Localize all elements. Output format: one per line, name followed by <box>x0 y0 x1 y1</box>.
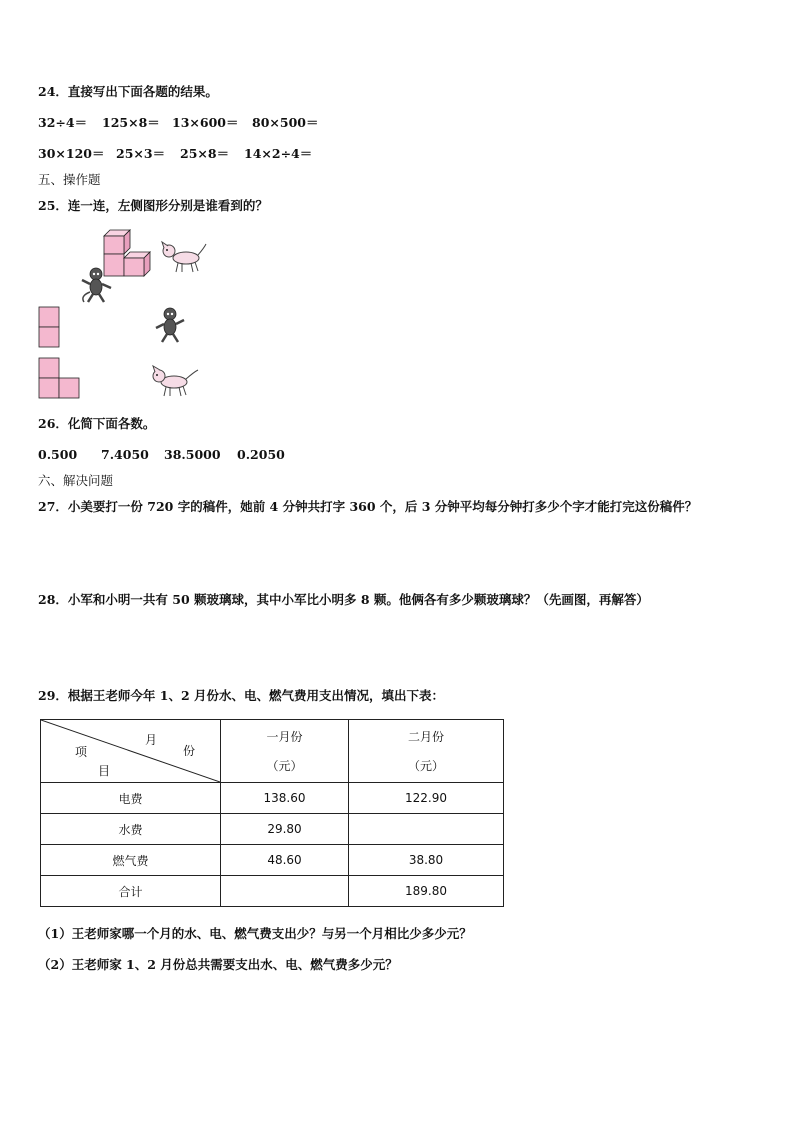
dog-icon <box>150 364 200 398</box>
q26-number: 38.5000 <box>164 447 221 462</box>
q29-sub2: （2）王老师家 1、2 月份总共需要支出水、电、燃气费多少元？ <box>38 957 398 972</box>
q26-numbers <box>38 447 285 463</box>
view-shape-2 <box>38 357 84 399</box>
q24-row1 <box>38 115 318 131</box>
header-feb-label: 二月份 <box>407 730 444 744</box>
q25-title: 25．连一连，左侧图形分别是谁看到的？ <box>38 198 268 213</box>
header-jan <box>221 720 349 783</box>
row-item: 合计 <box>41 876 221 907</box>
fee-table <box>40 719 504 907</box>
header-jan-label: 一月份 <box>266 730 303 744</box>
row-jan-value: 138.60 <box>221 783 349 814</box>
q26-number: 7.4050 <box>101 447 149 462</box>
q24-expr: 14×2÷4＝ <box>244 146 313 161</box>
q24-expr: 80×500＝ <box>252 115 319 130</box>
row-item: 水费 <box>41 814 221 845</box>
row-feb-value <box>349 814 504 845</box>
q24-expr: 25×8＝ <box>180 146 230 161</box>
section5-heading: 五、操作题 <box>38 172 101 187</box>
header-feb <box>349 720 504 783</box>
row-jan-value: 48.60 <box>221 845 349 876</box>
table-row <box>41 876 504 907</box>
q24-row2 <box>38 146 312 162</box>
row-jan-value <box>221 876 349 907</box>
header-feb-unit: （元） <box>407 759 444 773</box>
monkey-icon <box>78 266 114 304</box>
row-feb-value: 122.90 <box>349 783 504 814</box>
monkey-icon <box>152 306 188 344</box>
row-item: 电费 <box>41 783 221 814</box>
row-feb-value: 189.80 <box>349 876 504 907</box>
q29-title: 29．根据王老师今年 1、2 月份水、电、燃气费用支出情况，填出下表： <box>38 688 444 703</box>
section6-heading: 六、解决问题 <box>38 473 114 488</box>
row-item: 燃气费 <box>41 845 221 876</box>
table-row <box>41 814 504 845</box>
header-month-char: 月 <box>145 733 158 747</box>
table-row <box>41 845 504 876</box>
row-jan-value: 29.80 <box>221 814 349 845</box>
table-header-row <box>41 720 504 783</box>
header-xiang-char: 项 <box>75 745 88 759</box>
q24-title: 24．直接写出下面各题的结果。 <box>38 84 218 99</box>
dog-icon <box>160 240 208 274</box>
q24-expr: 30×120＝ <box>38 146 105 161</box>
q26-title: 26．化简下面各数。 <box>38 416 156 431</box>
view-shape-1 <box>38 306 62 348</box>
q26-number: 0.500 <box>38 447 78 462</box>
q27-text: 27．小美要打一份 720 字的稿件，她前 4 分钟共打字 360 个，后 3 分钟平均每分钟打多少个字才能打完这份稿件？ <box>38 499 698 514</box>
diagonal-header-cell <box>41 720 221 783</box>
row-feb-value: 38.80 <box>349 845 504 876</box>
header-fen-char: 份 <box>183 744 196 758</box>
q28-text: 28．小军和小明一共有 50 颗玻璃球，其中小军比小明多 8 颗。他俩各有多少颗玻璃球？（先画图，再解答） <box>38 592 649 607</box>
table-row <box>41 783 504 814</box>
header-mu-char: 目 <box>98 764 111 778</box>
header-jan-unit: （元） <box>266 759 303 773</box>
q24-expr: 32÷4＝ <box>38 115 88 130</box>
q24-expr: 25×3＝ <box>116 146 166 161</box>
q24-expr: 13×600＝ <box>172 115 239 130</box>
q24-expr: 125×8＝ <box>102 115 160 130</box>
q29-sub1: （1）王老师家哪一个月的水、电、燃气费支出少？与另一个月相比少多少元？ <box>38 926 472 941</box>
q26-number: 0.2050 <box>237 447 285 462</box>
